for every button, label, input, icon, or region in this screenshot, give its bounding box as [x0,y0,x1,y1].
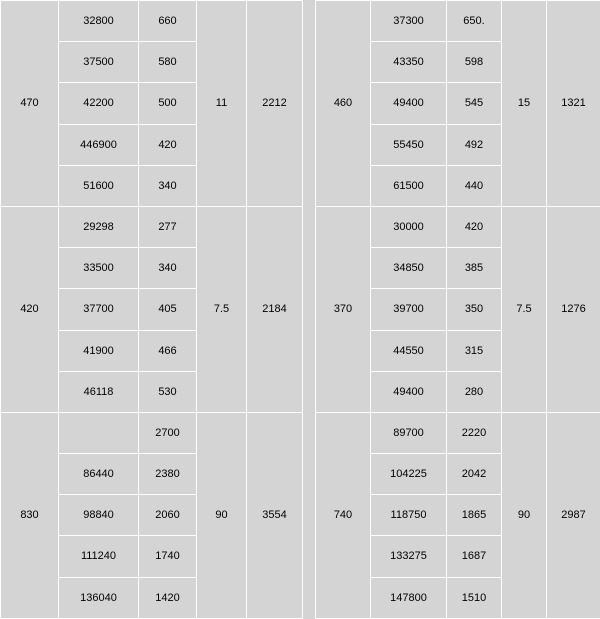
value-cell: 1510 [447,577,502,618]
value-cell: 104225 [371,454,447,495]
table-row [1,206,303,247]
value-cell: 340 [139,165,197,206]
value-cell: 118750 [371,495,447,536]
right-data-table [315,0,600,619]
value-cell: 277 [139,206,197,247]
value-cell: 446900 [59,124,139,165]
table-row [316,1,600,42]
value-cell: 598 [447,42,502,83]
table-row [316,412,600,453]
value-cell: 43350 [371,42,447,83]
value-cell: 29298 [59,206,139,247]
value-cell [59,412,139,453]
value-cell: 37500 [59,42,139,83]
value-cell: 111240 [59,536,139,577]
value-cell: 42200 [59,83,139,124]
value-cell: 61500 [371,165,447,206]
value-cell: 1740 [139,536,197,577]
value-cell: 580 [139,42,197,83]
group-label-cell: 740 [316,412,371,618]
group-label-cell: 460 [316,1,371,207]
value-cell: 51600 [59,165,139,206]
value-cell: 2700 [139,412,197,453]
value-cell: 49400 [371,83,447,124]
value-cell: 405 [139,289,197,330]
value-cell: 89700 [371,412,447,453]
value-cell: 2220 [447,412,502,453]
table-row [316,206,600,247]
value-cell: 37700 [59,289,139,330]
value-cell: 34850 [371,248,447,289]
value-cell: 46118 [59,371,139,412]
value-cell: 2212 [247,1,303,207]
value-cell: 11 [197,1,247,207]
value-cell: 7.5 [502,206,547,412]
left-table-pane [0,0,302,412]
value-cell: 90 [197,412,247,618]
value-cell: 2060 [139,495,197,536]
value-cell: 650. [447,1,502,42]
table-row [1,412,303,453]
value-cell: 55450 [371,124,447,165]
value-cell: 98840 [59,495,139,536]
value-cell: 385 [447,248,502,289]
value-cell: 2184 [247,206,303,412]
value-cell: 32800 [59,1,139,42]
value-cell: 41900 [59,330,139,371]
value-cell: 440 [447,165,502,206]
value-cell: 3554 [247,412,303,618]
value-cell: 500 [139,83,197,124]
value-cell: 49400 [371,371,447,412]
value-cell: 340 [139,248,197,289]
value-cell: 420 [139,124,197,165]
value-cell: 86440 [59,454,139,495]
value-cell: 39700 [371,289,447,330]
value-cell: 530 [139,371,197,412]
value-cell: 30000 [371,206,447,247]
value-cell: 1276 [547,206,600,412]
value-cell: 147800 [371,577,447,618]
group-label-cell: 830 [1,412,59,618]
value-cell: 44550 [371,330,447,371]
value-cell: 280 [447,371,502,412]
value-cell: 7.5 [197,206,247,412]
value-cell: 1865 [447,495,502,536]
value-cell: 15 [502,1,547,207]
value-cell: 466 [139,330,197,371]
group-label-cell: 370 [316,206,371,412]
value-cell: 1420 [139,577,197,618]
value-cell: 492 [447,124,502,165]
right-table-pane [315,0,600,412]
value-cell: 2380 [139,454,197,495]
value-cell: 660 [139,1,197,42]
value-cell: 315 [447,330,502,371]
group-label-cell: 420 [1,206,59,412]
value-cell: 420 [447,206,502,247]
value-cell: 2042 [447,454,502,495]
value-cell: 136040 [59,577,139,618]
value-cell: 1321 [547,1,600,207]
value-cell: 2987 [547,412,600,618]
pane-divider [302,0,315,412]
value-cell: 1687 [447,536,502,577]
value-cell: 33500 [59,248,139,289]
value-cell: 350 [447,289,502,330]
table-row [1,1,303,42]
value-cell: 37300 [371,1,447,42]
value-cell: 90 [502,412,547,618]
group-label-cell: 470 [1,1,59,207]
value-cell: 545 [447,83,502,124]
value-cell: 133275 [371,536,447,577]
